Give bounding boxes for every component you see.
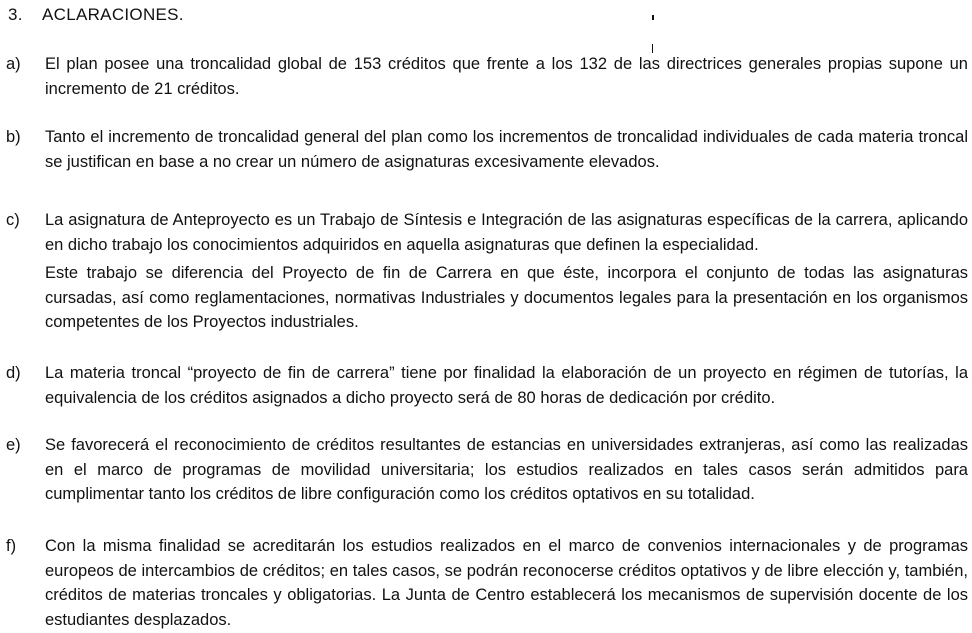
item-label: f) <box>6 537 17 555</box>
item-text: Se favorecerá el reconocimiento de créditos resultantes de estancias en universidades extranjeras, así como las realizadas en el marco de programas de movilidad universitaria; los estudios realizados en tales casos serán admitidos para cumplimentar tanto los créditos de libre configuración como los créditos optativos en su totalidad. <box>45 436 968 503</box>
item-label: b) <box>6 128 21 146</box>
item-label: a) <box>6 55 21 73</box>
item-text: El plan posee una troncalidad global de 153 créditos que frente a los 132 de las directrices generales propias supone un incremento de 21 créditos. <box>45 55 968 98</box>
list-item-d <box>6 361 968 410</box>
item-text: Con la misma finalidad se acreditarán los estudios realizados en el marco de convenios internacionales y de programas europeos de intercambios de créditos; en tales casos, se podrán reconocerse créditos optativos y de libre elección y, también, créditos de materias troncales y obligatorias. La Junta de Centro establecerá los mecanismos de supervisión docente de los estudiantes desplazados. <box>45 537 968 629</box>
item-label: c) <box>6 211 20 229</box>
list-item-e <box>6 433 968 507</box>
item-text: Este trabajo se diferencia del Proyecto de fin de Carrera en que éste, incorpora el conjunto de todas las asignaturas cursadas, así como reglamentaciones, normativas Industriales y documentos legales para la presentación en los organismos competentes de los Proyectos industriales. <box>45 264 968 331</box>
section-title: ACLARACIONES. <box>42 5 184 24</box>
list-item-c <box>6 208 968 335</box>
item-label: e) <box>6 436 21 454</box>
item-label: d) <box>6 364 21 382</box>
list-item-f <box>6 534 968 632</box>
list-item-b <box>6 125 968 174</box>
item-text: La asignatura de Anteproyecto es un Trabajo de Síntesis e Integración de las asignaturas específicas de la carrera, aplicando en dicho trabajo los conocimientos adquiridos en aquella asignaturas que definen la especialidad. <box>45 211 968 254</box>
item-text: La materia troncal “proyecto de fin de carrera” tiene por finalidad la elaboración de un proyecto en régimen de tutorías, la equivalencia de los créditos asignados a dicho proyecto será de 80 horas de dedicación por crédito. <box>45 364 968 407</box>
list-item-a <box>6 52 968 101</box>
scan-mark <box>652 15 654 20</box>
section-number: 3. <box>8 5 23 24</box>
section-heading <box>8 4 184 26</box>
item-text: Tanto el incremento de troncalidad general del plan como los incrementos de troncalidad individuales de cada materia troncal se justifican en base a no crear un número de asignaturas excesivamente elevados. <box>45 128 968 171</box>
